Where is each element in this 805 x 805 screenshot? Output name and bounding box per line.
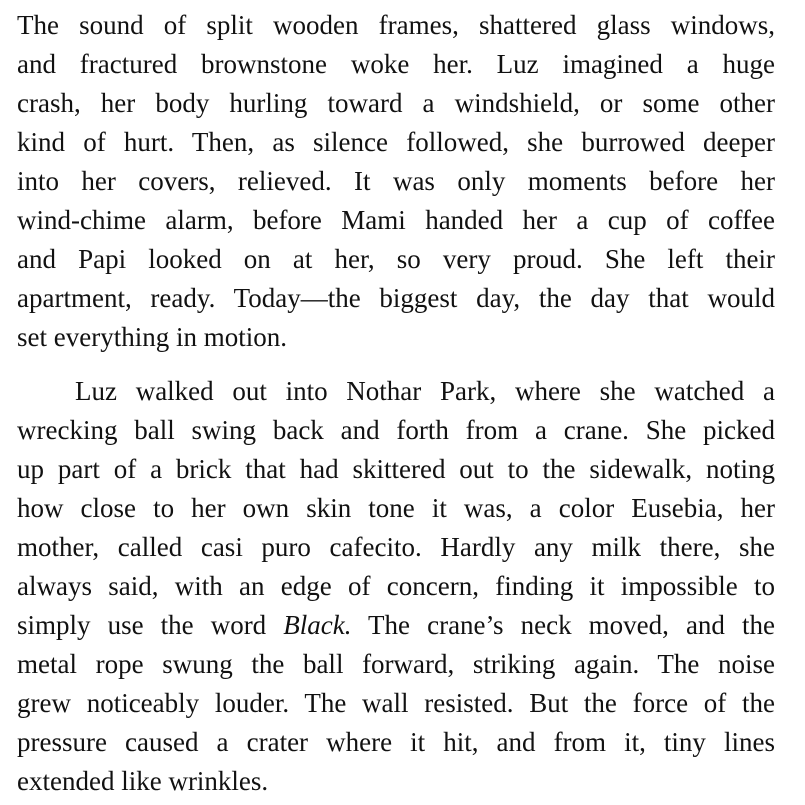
paragraph-2 — [17, 372, 775, 801]
text-line: pressure caused a crater where it hit, and from it, tiny lines — [17, 727, 775, 757]
text-line: wind-chime alarm, before Mami handed her a cup of coffee — [17, 205, 775, 235]
text-line: apartment, ready. Today—the biggest day, the day that would — [17, 283, 775, 313]
text-line: grew noticeably louder. The wall resisted. But the force of the — [17, 688, 775, 718]
text-line: how close to her own skin tone it was, a color Eusebia, her — [17, 493, 775, 523]
text-run: simply use the word — [17, 610, 284, 640]
book-page — [17, 6, 775, 801]
text-line: mother, called casi puro cafecito. Hardly any milk there, she — [17, 532, 775, 562]
text-line: Luz walked out into Nothar Park, where she watched a — [75, 376, 775, 406]
text-line: into her covers, relieved. It was only moments before her — [17, 166, 775, 196]
text-line: crash, her body hurling toward a windshield, or some other — [17, 88, 775, 118]
text-line: extended like wrinkles. — [17, 766, 269, 796]
text-line — [17, 606, 775, 645]
paragraph-1 — [17, 6, 775, 357]
text-line: kind of hurt. Then, as silence followed, she burrowed deeper — [17, 127, 775, 157]
text-line: up part of a brick that had skittered out to the sidewalk, noting — [17, 454, 775, 484]
text-line: and Papi looked on at her, so very proud. She left their — [17, 244, 775, 274]
text-line: metal rope swung the ball forward, striking again. The noise — [17, 649, 775, 679]
text-line: set everything in motion. — [17, 322, 287, 352]
text-line: The sound of split wooden frames, shattered glass windows, — [17, 10, 775, 40]
text-line: and fractured brownstone woke her. Luz imagined a huge — [17, 49, 775, 79]
text-run: The crane’s neck moved, and the — [351, 610, 775, 640]
text-line: wrecking ball swing back and forth from a crane. She picked — [17, 415, 775, 445]
italic-word: Black. — [283, 610, 352, 640]
text-line: always said, with an edge of concern, finding it impossible to — [17, 571, 775, 601]
